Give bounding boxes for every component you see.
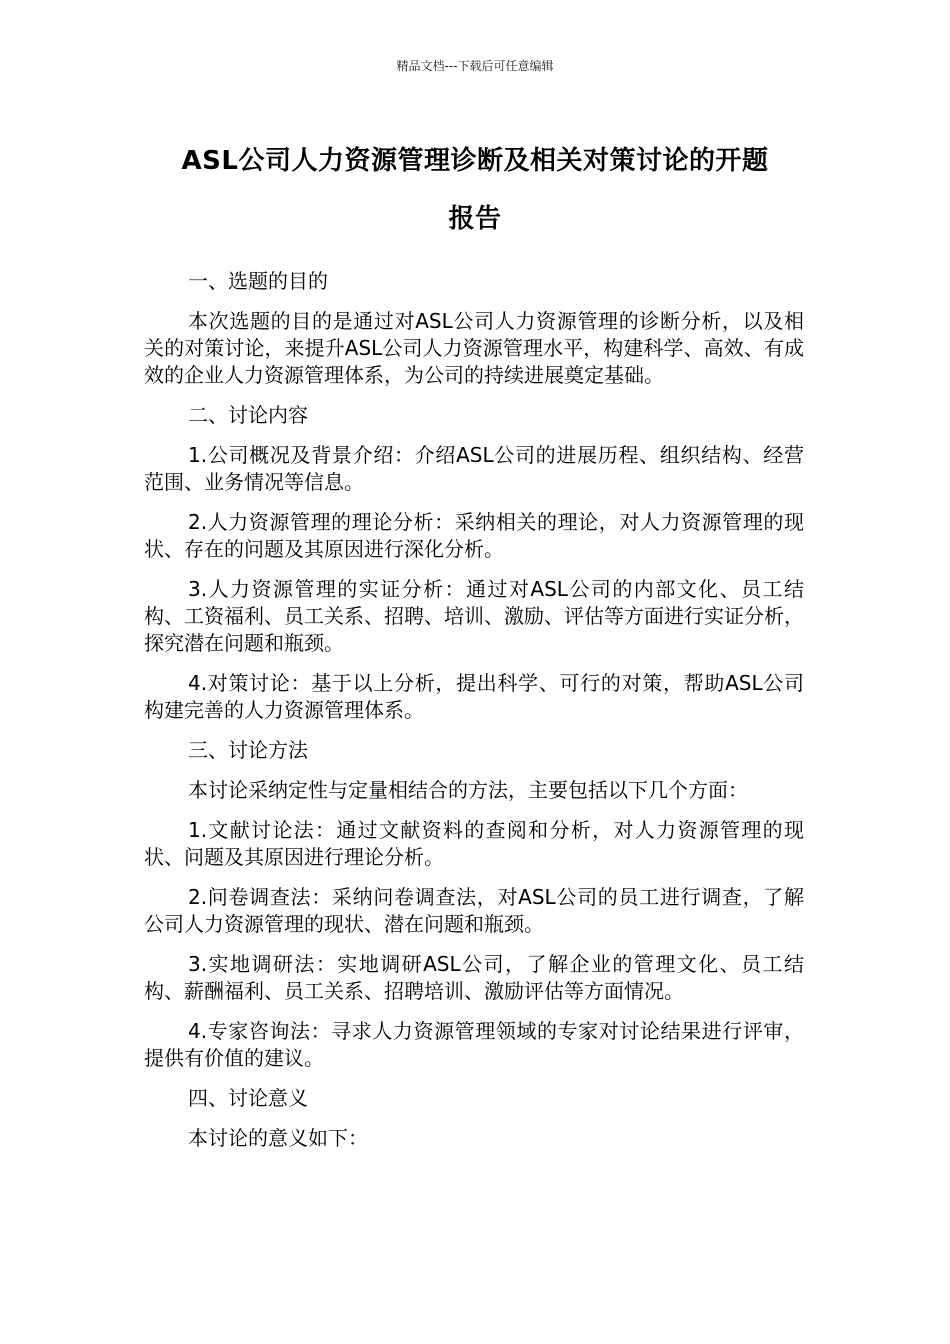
paragraph-content-item-3: 3.人力资源管理的实证分析：通过对ASL公司的内部文化、员工结构、工资福利、员工关系、招聘、培训、激励、评估等方面进行实证分析，探究潜在问题和瓶颈。 [144, 577, 804, 655]
title-line-1: ASL公司人力资源管理诊断及相关对策讨论的开题 [181, 146, 769, 176]
paragraph-method-2: 2.问卷调查法：采纳问卷调查法，对ASL公司的员工进行调查，了解公司人力资源管理的现状、潜在问题和瓶颈。 [144, 885, 804, 936]
document-title [140, 132, 810, 248]
section-heading-significance: 四、讨论意义 [188, 1086, 308, 1110]
document-body [144, 268, 804, 1165]
paragraph-method-3: 3.实地调研法：实地调研ASL公司，了解企业的管理文化、员工结构、薪酬福利、员工关系、招聘培训、激励评估等方面情况。 [144, 952, 804, 1003]
title-line-2: 报告 [448, 204, 502, 234]
paragraph-content-item-1: 1.公司概况及背景介绍：介绍ASL公司的进展历程、组织结构、经营范围、业务情况等信息。 [144, 443, 804, 494]
paragraph-significance-intro: 本讨论的意义如下： [188, 1126, 368, 1150]
paragraph-methods-intro: 本讨论采纳定性与定量相结合的方法，主要包括以下几个方面： [188, 778, 748, 802]
section-heading-purpose: 一、选题的目的 [188, 269, 328, 293]
paragraph-content-item-2: 2.人力资源管理的理论分析：采纳相关的理论，对人力资源管理的现状、存在的问题及其原因进行深化分析。 [144, 510, 804, 561]
paragraph-content-item-4: 4.对策讨论：基于以上分析，提出科学、可行的对策，帮助ASL公司构建完善的人力资源管理体系。 [144, 671, 804, 722]
paragraph-purpose: 本次选题的目的是通过对ASL公司人力资源管理的诊断分析，以及相关的对策讨论，来提升ASL公司人力资源管理水平，构建科学、高效、有成效的企业人力资源管理体系，为公司的持续进展奠定基础。 [144, 309, 804, 387]
paragraph-method-4: 4.专家咨询法：寻求人力资源管理领域的专家对讨论结果进行评审，提供有价值的建议。 [144, 1019, 804, 1070]
section-heading-content: 二、讨论内容 [188, 403, 308, 427]
section-heading-methods: 三、讨论方法 [188, 738, 308, 762]
paragraph-method-1: 1.文献讨论法：通过文献资料的查阅和分析，对人力资源管理的现状、问题及其原因进行理论分析。 [144, 818, 804, 869]
page-header: 精品文档---下载后可任意编辑 [396, 59, 554, 73]
